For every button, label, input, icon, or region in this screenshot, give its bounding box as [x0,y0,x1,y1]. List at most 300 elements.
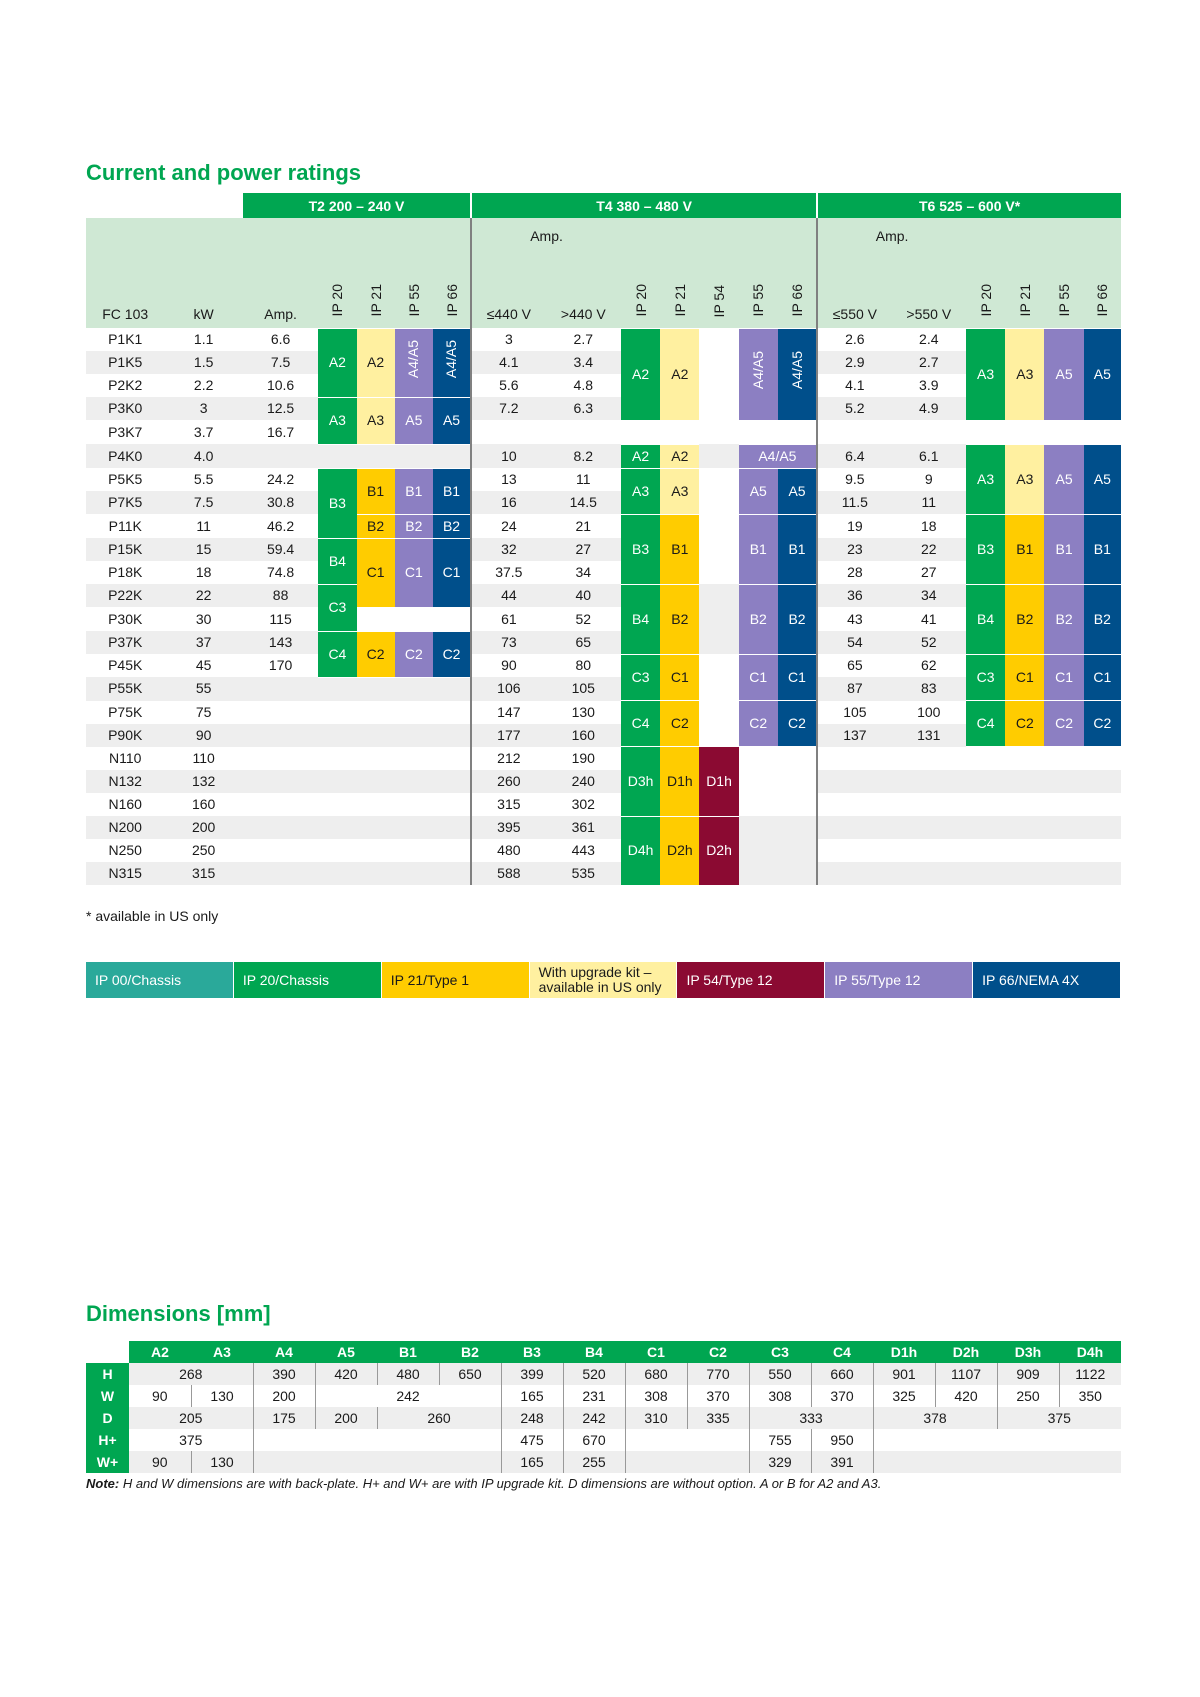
t6-enclosure-cell [1044,584,1083,654]
fc-model-cell: P55K [86,677,164,701]
t2-amp-cell: 7.5 [243,351,318,374]
kw-cell: 22 [164,584,242,607]
t2-enclosure-cell [357,631,395,677]
enclosure-label: A4/A5 [788,351,805,390]
t6-empty-cell [1084,770,1121,793]
enclosure-label: C2 [404,645,423,662]
dims-value-cell: 420 [315,1363,377,1385]
t6-amp-le550-cell: 23 [817,538,891,561]
dims-value-cell: 260 [377,1407,501,1429]
enclosure-label: C2 [1015,715,1034,731]
t6-enclosure-cell [1044,514,1083,584]
enclosure-label: B2 [1055,610,1073,627]
enclosure-label: A4/A5 [405,339,422,379]
t6-enclosure-cell [1005,654,1044,701]
enclosure-label: C1 [670,668,689,685]
t4-enclosure-cell [621,654,660,701]
t2-enclosure-cell [395,538,433,607]
header-t6-gt550: >550 V [892,254,966,328]
t6-amp-le550-cell [817,862,891,885]
t2-enclosure-cell [357,328,395,397]
t2-enclosure-cell [357,468,395,514]
t4-amp-gt440-cell: 14.5 [546,491,621,514]
t4-enclosure-cell [778,514,817,584]
t2-amp-cell: 24.2 [243,468,318,491]
dims-value-cell: 950 [811,1429,873,1451]
dims-value-cell: 130 [191,1451,253,1473]
dims-value-cell [625,1451,749,1473]
enclosure-label: A4/A5 [758,447,797,464]
t6-amp-gt550-cell: 52 [892,631,966,654]
kw-cell: 132 [164,770,242,793]
t6-empty-cell [966,793,1005,816]
enclosure-label: B4 [328,552,346,569]
t4-amp-gt440-cell: 302 [546,793,621,816]
enclosure-label: A5 [1093,470,1111,487]
enclosure-label: B3 [977,540,995,557]
t4-enclosure-cell [699,584,738,654]
kw-cell: 250 [164,839,242,862]
enclosure-label: C3 [976,668,995,685]
t6-empty-cell [1084,747,1121,771]
enclosure-label: B2 [442,517,461,534]
t4-enclosure-cell [739,584,778,654]
kw-cell: 90 [164,724,242,747]
fc-model-cell: P1K1 [86,328,164,351]
t4-amp-le440-cell: 90 [471,654,545,677]
enclosure-label: C3 [328,599,347,615]
enclosure-label: A2 [328,354,346,370]
legend-item: IP 20/Chassis [234,962,382,998]
t6-enclosure-cell [1005,584,1044,654]
t6-empty-cell [966,770,1005,793]
t6-empty-cell [1005,862,1044,885]
t4-amp-gt440-cell: 80 [546,654,621,677]
fc-model-cell: P22K [86,584,164,607]
fc-model-cell: P1K5 [86,351,164,374]
ratings-row [86,584,1121,607]
dims-column-header: B2 [439,1341,501,1363]
t4-enclosure-cell [699,444,738,468]
enclosure-label: A2 [367,354,385,370]
dims-value-cell: 90 [129,1451,191,1473]
t2-amp-cell: 46.2 [243,514,318,538]
ratings-row [86,747,1121,771]
dims-column-header: D2h [935,1341,997,1363]
t4-amp-le440-cell: 24 [471,514,545,538]
t6-enclosure-cell [1084,328,1121,420]
t2-empty-cell [395,816,433,839]
t6-amp-gt550-cell: 131 [892,724,966,747]
header-t4-ip21: IP 21 [671,284,688,317]
t6-enclosure-cell [1005,701,1044,747]
t6-empty-cell [1084,793,1121,816]
fc-model-cell: P4K0 [86,444,164,468]
kw-cell: 18 [164,561,242,584]
t6-amp-gt550-cell: 18 [892,514,966,538]
t2-empty-cell [395,839,433,862]
fc-model-cell: P90K [86,724,164,747]
fc-model-cell: N110 [86,747,164,771]
t4-amp-le440-cell: 588 [471,862,545,885]
t4-enclosure-cell [621,444,660,468]
dims-column-header: A5 [315,1341,377,1363]
t2-amp-cell: 143 [243,631,318,654]
t6-amp-le550-cell [817,747,891,771]
enclosure-label: C1 [366,564,385,580]
t6-amp-gt550-cell: 41 [892,607,966,631]
t4-enclosure-cell [660,514,699,584]
enclosure-label: B1 [671,540,689,557]
legend-item: IP 54/Type 12 [677,962,825,998]
t2-empty-cell [357,770,395,793]
t4-amp-le440-cell: 37.5 [471,561,545,584]
t2-enclosure-cell [433,397,471,444]
ratings-row [86,491,1121,514]
kw-cell: 75 [164,701,242,724]
t4-enclosure-cell [660,816,699,885]
t6-enclosure-cell [1084,420,1121,444]
t4-enclosure-cell [621,584,660,654]
enclosure-label: C2 [788,715,806,731]
enclosure-label: B2 [1016,610,1034,627]
dims-value-cell: 475 [501,1429,563,1451]
footnote: * available in US only [86,908,219,924]
dims-column-header: C2 [687,1341,749,1363]
t4-amp-le440-cell: 4.1 [471,351,545,374]
header-t6-amp: Amp. [817,218,966,254]
t4-enclosure-cell [660,747,699,817]
kw-cell: 4.0 [164,444,242,468]
t4-amp-le440-cell: 5.6 [471,374,545,397]
t4-amp-le440-cell: 44 [471,584,545,607]
header-t4-ip55: IP 55 [750,284,767,317]
t6-amp-le550-cell [817,816,891,839]
t4-amp-gt440-cell: 11 [546,468,621,491]
t2-amp-cell: 30.8 [243,491,318,514]
t6-amp-gt550-cell: 2.4 [892,328,966,351]
t2-amp-cell: 59.4 [243,538,318,561]
t6-enclosure-cell [1084,701,1121,747]
dims-value-cell [253,1451,501,1473]
t6-amp-le550-cell: 54 [817,631,891,654]
t4-amp-gt440-cell: 40 [546,584,621,607]
t4-empty-cell [621,420,660,444]
header-t6-ip55: IP 55 [1056,284,1073,317]
t4-amp-le440-cell: 13 [471,468,545,491]
t2-empty-cell [357,862,395,885]
dimensions-table [86,1341,1121,1473]
t6-amp-le550-cell [817,793,891,816]
enclosure-label: B1 [367,482,385,499]
ratings-row [86,328,1121,351]
t2-empty-cell [433,607,471,631]
enclosure-label: C2 [366,645,385,662]
dims-value-cell: 480 [377,1363,439,1385]
t4-enclosure-cell [660,584,699,654]
enclosure-label: B2 [1093,610,1111,627]
fc-model-cell: P5K5 [86,468,164,491]
t2-amp-cell: 10.6 [243,374,318,397]
t6-amp-le550-cell [817,839,891,862]
t6-enclosure-cell [966,420,1005,444]
t2-amp-cell [243,724,318,747]
t4-enclosure-cell [621,328,660,420]
t4-enclosure-cell [660,468,699,514]
enclosure-label: A5 [405,412,423,428]
t2-empty-cell [357,607,395,631]
t6-amp-le550-cell: 87 [817,677,891,701]
t6-amp-le550-cell: 19 [817,514,891,538]
t2-enclosure-cell [395,444,433,468]
enclosure-label: C2 [670,715,689,731]
dims-value-cell: 399 [501,1363,563,1385]
t2-empty-cell [357,701,395,724]
enclosure-label: B4 [977,610,995,627]
t2-empty-cell [433,862,471,885]
header-t2-ip20: IP 20 [329,284,346,317]
dims-value-cell: 310 [625,1407,687,1429]
t2-enclosure-cell [357,444,395,468]
fc-model-cell: N200 [86,816,164,839]
ratings-row [86,631,1121,654]
t4-enclosure-cell [739,701,778,747]
legend-item: IP 21/Type 1 [382,962,530,998]
t2-empty-cell [318,862,356,885]
dims-value-cell: 200 [315,1407,377,1429]
enclosure-label: C2 [1055,715,1073,731]
enclosure-label: D2h [666,842,693,858]
t2-amp-cell [243,677,318,701]
enclosure-label: A3 [1016,365,1034,382]
t4-enclosure-cell [699,328,738,420]
enclosure-label: A4/A5 [749,351,766,390]
ratings-title: Current and power ratings [86,160,362,185]
t6-amp-gt550-cell: 22 [892,538,966,561]
dims-value-cell: 370 [687,1385,749,1407]
fc-model-cell: P7K5 [86,491,164,514]
t4-amp-le440-cell: 10 [471,444,545,468]
dims-value-cell: 242 [315,1385,501,1407]
t4-enclosure-cell [699,701,738,747]
enclosure-label: D2h [706,842,732,858]
t2-empty-cell [433,793,471,816]
t6-enclosure-cell [1084,654,1121,701]
dims-value-cell: 242 [563,1407,625,1429]
t2-empty-cell [395,862,433,885]
t4-amp-gt440-cell: 160 [546,724,621,747]
fc-model-cell: P3K0 [86,397,164,420]
t6-empty-cell [1084,816,1121,839]
t6-amp-gt550-cell: 100 [892,701,966,724]
t2-enclosure-cell [395,631,433,677]
t6-empty-cell [1044,793,1083,816]
t4-enclosure-cell [621,816,660,885]
t2-enclosure-cell [357,538,395,607]
dims-value-cell: 1122 [1059,1363,1121,1385]
dims-value-cell: 255 [563,1451,625,1473]
dims-column-header: B4 [563,1341,625,1363]
t6-amp-le550-cell [817,420,891,444]
enclosure-label: C1 [404,564,423,580]
t6-empty-cell [1044,747,1083,771]
t6-enclosure-cell [1044,328,1083,420]
t6-amp-le550-cell: 65 [817,654,891,677]
dims-value-cell: 308 [749,1385,811,1407]
t4-amp-le440-cell: 212 [471,747,545,771]
t6-amp-gt550-cell: 62 [892,654,966,677]
t2-empty-cell [357,793,395,816]
enclosure-label: C1 [749,668,768,685]
t2-amp-cell [243,770,318,793]
t4-amp-gt440-cell: 21 [546,514,621,538]
enclosure-label: B1 [788,540,806,557]
enclosure-label: C1 [1015,668,1034,685]
note-text: H and W dimensions are with back-plate. H+ and W+ are with IP upgrade kit. D dimensions are without option. A or B for A2 and A3. [119,1476,882,1491]
kw-cell: 11 [164,514,242,538]
t2-empty-cell [318,839,356,862]
t2-empty-cell [318,677,356,701]
t4-enclosure-cell [621,747,660,817]
t2-empty-cell [395,724,433,747]
t6-enclosure-cell [966,514,1005,584]
t4-empty-cell [699,420,738,444]
t4-amp-le440-cell: 147 [471,701,545,724]
ratings-table [86,193,1121,886]
t2-enclosure-cell [318,397,356,444]
t6-enclosure-cell [966,444,1005,514]
dims-value-cell: 1107 [935,1363,997,1385]
dims-column-header: A3 [191,1341,253,1363]
kw-cell: 315 [164,862,242,885]
t4-amp-le440-cell: 480 [471,839,545,862]
enclosure-label: B2 [749,610,767,627]
t6-amp-le550-cell: 4.1 [817,374,891,397]
t6-enclosure-cell [966,328,1005,420]
t4-amp-gt440-cell: 6.3 [546,397,621,420]
dims-value-cell: 268 [129,1363,253,1385]
t2-empty-cell [433,747,471,771]
dims-column-header: D1h [873,1341,935,1363]
kw-cell: 110 [164,747,242,771]
t2-empty-cell [318,816,356,839]
t6-amp-gt550-cell [892,862,966,885]
header-fc: FC 103 [86,218,164,328]
t2-empty-cell [395,677,433,701]
t6-empty-cell [1005,770,1044,793]
dims-column-header: C1 [625,1341,687,1363]
enclosure-label: A3 [977,365,995,382]
dims-value-cell: 165 [501,1385,563,1407]
t4-enclosure-cell [699,654,738,701]
t6-amp-gt550-cell: 3.9 [892,374,966,397]
header-t4-ip66: IP 66 [789,284,805,317]
t4-amp-le440-cell: 315 [471,793,545,816]
t2-empty-cell [318,724,356,747]
enclosure-label: B1 [442,482,461,499]
t4-enclosure-cell [739,747,778,817]
t2-amp-cell: 170 [243,654,318,677]
header-t4-gt440: >440 V [546,254,621,328]
t4-empty-cell [739,420,778,444]
dims-value-cell: 391 [811,1451,873,1473]
t6-empty-cell [1044,862,1083,885]
enclosure-label: A4/A5 [443,339,460,379]
t2-amp-cell [243,701,318,724]
t2-empty-cell [357,677,395,701]
enclosure-label: A5 [1055,365,1073,382]
t4-enclosure-cell [739,468,778,514]
enclosure-label: C4 [976,715,995,731]
t6-enclosure-cell [1044,654,1083,701]
dims-corner [86,1341,129,1363]
ratings-row [86,561,1121,584]
ratings-row [86,514,1121,538]
dims-value-cell: 130 [191,1385,253,1407]
t6-amp-le550-cell [817,770,891,793]
dims-row-header: W+ [86,1451,129,1473]
ratings-row [86,607,1121,631]
enclosure-label: A2 [671,447,689,464]
dims-row [86,1363,1121,1385]
dims-value-cell: 650 [439,1363,501,1385]
header-t2-ip21: IP 21 [367,284,384,317]
note-label: Note: [86,1476,120,1491]
dims-value-cell: 370 [811,1385,873,1407]
t2-empty-cell [357,724,395,747]
dims-column-header: A4 [253,1341,315,1363]
ratings-row [86,816,1121,839]
dims-value-cell: 909 [997,1363,1059,1385]
t2-enclosure-cell [395,328,433,397]
legend-item: With upgrade kit – available in US only [530,962,678,998]
t6-amp-le550-cell: 105 [817,701,891,724]
t4-enclosure-cell [739,444,818,468]
t4-amp-gt440-cell: 443 [546,839,621,862]
kw-cell: 15 [164,538,242,561]
enclosure-label: B1 [1055,540,1073,557]
dims-value-cell: 755 [749,1429,811,1451]
t4-amp-le440-cell: 3 [471,328,545,351]
t2-amp-cell: 12.5 [243,397,318,420]
enclosure-label: C1 [788,668,806,685]
enclosure-label: A5 [788,482,806,499]
dims-row [86,1429,1121,1451]
t6-empty-cell [1005,839,1044,862]
legend-item: IP 55/Type 12 [825,962,973,998]
t4-enclosure-cell [778,328,817,420]
enclosure-label: C1 [442,564,461,580]
dims-column-header: B1 [377,1341,439,1363]
dims-value-cell: 333 [749,1407,873,1429]
t2-amp-cell: 74.8 [243,561,318,584]
dims-row-header: W [86,1385,129,1407]
t4-enclosure-cell [778,584,817,654]
t4-amp-gt440-cell: 361 [546,816,621,839]
t6-enclosure-cell [1005,514,1044,584]
t6-empty-cell [1005,816,1044,839]
t4-enclosure-cell [778,701,817,747]
dims-value-cell: 325 [873,1385,935,1407]
fc-model-cell: P37K [86,631,164,654]
t6-enclosure-cell [1084,444,1121,514]
dims-value-cell: 375 [997,1407,1121,1429]
t6-amp-gt550-cell [892,839,966,862]
t4-enclosure-cell [739,328,778,420]
fc-model-cell: N160 [86,793,164,816]
dimensions-note [86,1476,881,1491]
t2-amp-cell [243,793,318,816]
